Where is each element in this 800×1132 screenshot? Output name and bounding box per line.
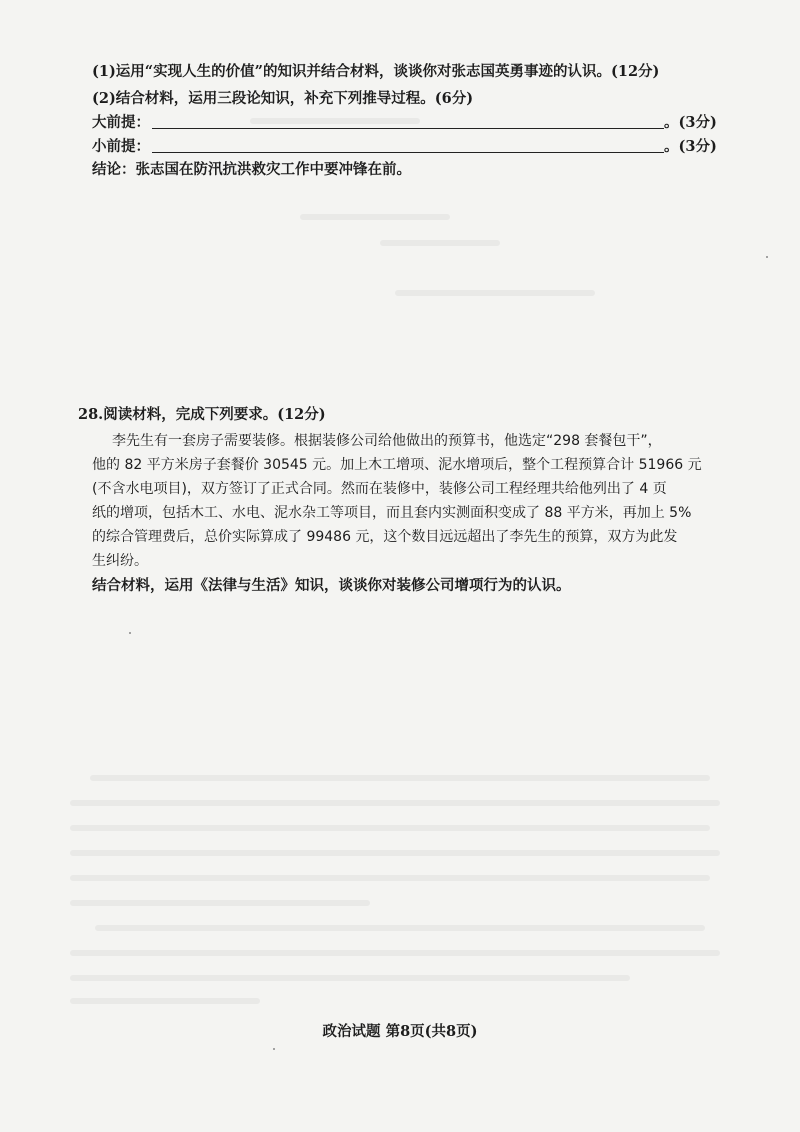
minor-premise-score: 。(3分) [664, 138, 717, 155]
q27-part1: (1)运用“实现人生的价值”的知识并结合材料，谈谈你对张志国英勇事迹的认识。(12分) [92, 63, 660, 80]
page-footer: 政治试题 第8页(共8页) [322, 1023, 478, 1040]
q27-conclusion: 结论：张志国在防汛抗洪救灾工作中要冲锋在前。 [92, 161, 411, 178]
q28-question: 结合材料，运用《法律与生活》知识，谈谈你对装修公司增项行为的认识。 [92, 577, 571, 594]
minor-premise-label: 小前提： [92, 138, 150, 155]
q28-material-line: (不含水电项目)，双方签订了正式合同。然而在装修中，装修公司工程经理共给他列出了 4 页 [92, 481, 667, 497]
major-premise-row [92, 113, 717, 133]
q28-material-line: 的综合管理费后，总价实际算成了 99486 元，这个数目远远超出了李先生的预算，双方为此发 [92, 529, 678, 545]
bleed-through-mark [395, 290, 595, 296]
bleed-through-mark [380, 240, 500, 246]
answer-area[interactable] [70, 610, 730, 1000]
q28-material-line: 纸的增项，包括木工、水电、泥水杂工等项目，而且套内实测面积变成了 88 平方米，再加上 5% [92, 505, 692, 521]
q28-material-line: 李先生有一套房子需要装修。根据装修公司给他做出的预算书，他选定“298 套餐包干”， [112, 433, 662, 449]
minor-premise-row [92, 137, 717, 157]
q27-part2: (2)结合材料，运用三段论知识，补充下列推导过程。(6分) [92, 90, 474, 107]
q28-material-line: 他的 82 平方米房子套餐价 30545 元。加上木工增项、泥水增项后，整个工程预算合计 51966 元 [92, 457, 702, 473]
minor-premise-answer-blank[interactable] [152, 138, 664, 153]
major-premise-label: 大前提： [92, 114, 150, 131]
q28-title: 28.阅读材料，完成下列要求。(12分) [78, 406, 326, 423]
q28-material-line: 生纠纷。 [92, 553, 148, 569]
major-premise-answer-blank[interactable] [152, 114, 664, 129]
bleed-through-mark [300, 214, 450, 220]
scan-speck [766, 256, 768, 258]
scan-speck [273, 1048, 275, 1050]
major-premise-score: 。(3分) [664, 114, 717, 131]
